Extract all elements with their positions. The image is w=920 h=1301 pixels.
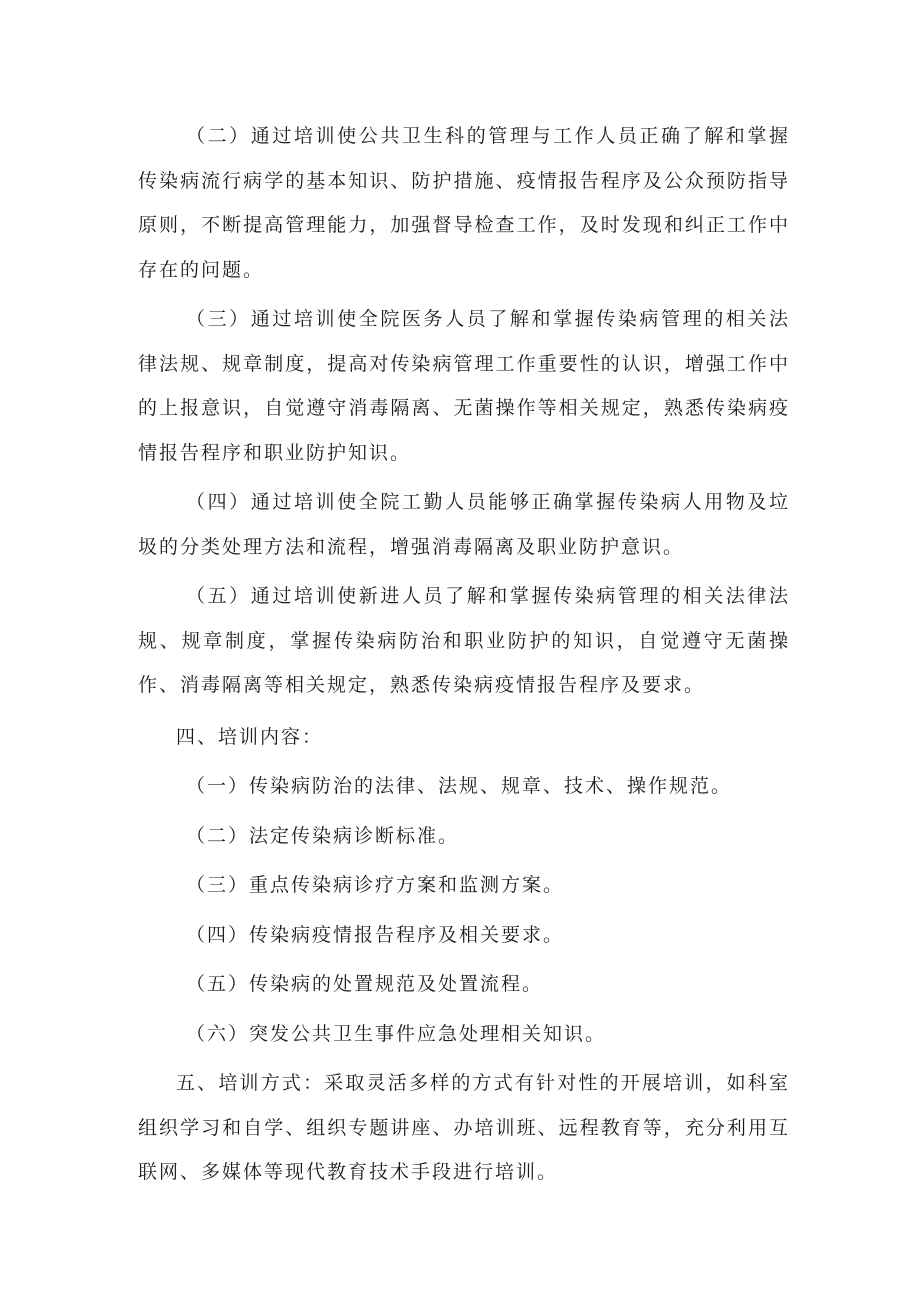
section-4-heading: 四、培训内容：	[176, 725, 324, 748]
paragraph-objective-2: （二）通过培训使公共卫生科的管理与工作人员正确了解和掌握传染病流行病学的基本知识、防护措施、疫情报告程序及公众预防指导原则，不断提高管理能力，加强督导检查工作，及时发现和纠正工作中存在的问题。	[138, 125, 790, 281]
content-item-3: （三）重点传染病诊疗方案和监测方案。	[186, 874, 565, 896]
paragraph-objective-5: （五）通过培训使新进人员了解和掌握传染病管理的相关法律法规、规章制度，掌握传染病防治和职业防护的知识，自觉遵守无菌操作、消毒隔离等相关规定，熟悉传染病疫情报告程序及要求。	[138, 585, 790, 696]
content-item-1: （一）传染病防治的法律、法规、规章、技术、操作规范。	[186, 775, 733, 797]
paragraph-objective-3: （三）通过培训使全院医务人员了解和掌握传染病管理的相关法律法规、规章制度，提高对传染病管理工作重要性的认识，增强工作中的上报意识，自觉遵守消毒隔离、无菌操作等相关规定，熟悉传染病疫情报告程序和职业防护知识。	[138, 308, 790, 464]
content-item-2: （二）法定传染病诊断标准。	[186, 824, 460, 847]
paragraph-objective-4: （四）通过培训使全院工勤人员能够正确掌握传染病人用物及垃圾的分类处理方法和流程，增强消毒隔离及职业防护意识。	[138, 491, 790, 558]
content-item-5: （五）传染病的处置规范及处置流程。	[186, 973, 544, 995]
document-body	[138, 114, 790, 1195]
content-item-4: （四）传染病疫情报告程序及相关要求。	[186, 923, 565, 946]
section-5-training-method: 五、培训方式：采取灵活多样的方式有针对性的开展培训，如科室组织学习和自学、组织专题讲座、办培训班、远程教育等，充分利用互联网、多媒体等现代教育技术手段进行培训。	[138, 1072, 790, 1183]
content-item-6: （六）突发公共卫生事件应急处理相关知识。	[186, 1022, 607, 1045]
